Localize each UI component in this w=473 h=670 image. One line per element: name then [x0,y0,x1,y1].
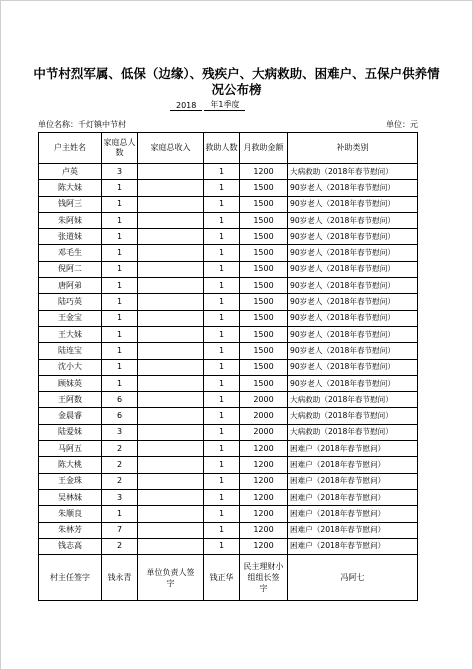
cell-aid: 1 [204,212,240,228]
cell-name: 吴林妹 [39,489,102,505]
cell-aid: 1 [204,196,240,212]
cell-count: 1 [102,375,138,391]
unit-head-label: 单位负责人签 字 [138,555,204,601]
cell-name: 马阿五 [39,441,102,457]
cell-income [138,473,204,489]
cell-aid: 1 [204,375,240,391]
cell-income [138,278,204,294]
table-row [39,489,418,505]
table-row [39,212,418,228]
header-aid-count: 救助人数 [204,133,240,164]
period-quarter: 年1季度 [204,99,245,111]
cell-amount: 1500 [240,245,288,261]
cell-type: 困难户（2018年春节慰问） [288,506,418,522]
cell-income [138,506,204,522]
cell-name: 王阿数 [39,392,102,408]
cell-income [138,457,204,473]
header-income: 家庭总收入 [138,133,204,164]
cell-name: 陆连宝 [39,343,102,359]
table-row [39,441,418,457]
cell-aid: 1 [204,180,240,196]
cell-amount: 1200 [240,457,288,473]
cell-type: 困难户（2018年春节慰问） [288,473,418,489]
cell-type: 困难户（2018年春节慰问） [288,538,418,554]
cell-amount: 1500 [240,375,288,391]
table-row [39,538,418,554]
table-row [39,294,418,310]
table-row [39,278,418,294]
cell-income [138,294,204,310]
cell-aid: 1 [204,326,240,342]
director-label: 村主任签字 [39,555,102,601]
table-row [39,473,418,489]
cell-name: 陈大妹 [39,180,102,196]
cell-income [138,489,204,505]
cell-count: 1 [102,212,138,228]
cell-count: 1 [102,506,138,522]
table-row [39,343,418,359]
cell-name: 陈大桃 [39,457,102,473]
table-row [39,506,418,522]
cell-income [138,212,204,228]
cell-count: 1 [102,359,138,375]
cell-type: 90岁老人（2018年春节慰问） [288,343,418,359]
cell-aid: 1 [204,245,240,261]
cell-aid: 1 [204,506,240,522]
cell-type: 大病救助（2018年春节慰问） [288,392,418,408]
table-row [39,326,418,342]
header-type: 补助类别 [288,133,418,164]
cell-type: 大病救助（2018年春节慰问） [288,424,418,440]
table-row [39,229,418,245]
cell-count: 2 [102,473,138,489]
table-row [39,408,418,424]
table-row [39,310,418,326]
cell-type: 90岁老人（2018年春节慰问） [288,261,418,277]
cell-name: 邓毛生 [39,245,102,261]
cell-income [138,326,204,342]
cell-count: 2 [102,441,138,457]
cell-amount: 1500 [240,212,288,228]
cell-name: 朱林芳 [39,522,102,538]
cell-name: 陆巧英 [39,294,102,310]
cell-type: 困难户（2018年春节慰问） [288,489,418,505]
table-row [39,261,418,277]
cell-name: 倪阿二 [39,261,102,277]
cell-count: 1 [102,310,138,326]
cell-type: 90岁老人（2018年春节慰问） [288,212,418,228]
cell-name: 卢英 [39,164,102,180]
cell-aid: 1 [204,164,240,180]
cell-count: 6 [102,408,138,424]
cell-type: 90岁老人（2018年春节慰问） [288,294,418,310]
cell-income [138,522,204,538]
cell-count: 1 [102,196,138,212]
cell-count: 1 [102,261,138,277]
cell-type: 90岁老人（2018年春节慰问） [288,245,418,261]
table-row [39,392,418,408]
period-year: 2018 [170,101,202,111]
cell-income [138,424,204,440]
cell-amount: 1200 [240,538,288,554]
cell-count: 2 [102,538,138,554]
page-title: 中节村烈军属、低保（边缘）、残疾户、大病救助、困难户、五保户供养情况公布榜 [33,66,440,97]
cell-amount: 1500 [240,196,288,212]
cell-type: 90岁老人（2018年春节慰问） [288,229,418,245]
table-row [39,164,418,180]
table-header-row [39,133,418,164]
table-row [39,375,418,391]
cell-amount: 2000 [240,424,288,440]
cell-income [138,359,204,375]
aid-table [38,132,418,601]
cell-income [138,375,204,391]
cell-aid: 1 [204,441,240,457]
cell-aid: 1 [204,310,240,326]
cell-type: 90岁老人（2018年春节慰问） [288,196,418,212]
cell-aid: 1 [204,538,240,554]
unit-name: 单位名称：千灯镇中节村 [38,120,126,129]
header-name: 户主姓名 [39,133,102,164]
cell-count: 2 [102,457,138,473]
cell-amount: 1500 [240,294,288,310]
cell-amount: 1500 [240,278,288,294]
cell-type: 困难户（2018年春节慰问） [288,522,418,538]
cell-count: 1 [102,278,138,294]
unit-line [38,119,418,130]
cell-count: 1 [102,180,138,196]
cell-type: 大病救助（2018年春节慰问） [288,164,418,180]
cell-income [138,229,204,245]
header-monthly: 月救助金额 [240,133,288,164]
cell-type: 90岁老人（2018年春节慰问） [288,180,418,196]
cell-aid: 1 [204,489,240,505]
cell-income [138,245,204,261]
cell-amount: 1500 [240,229,288,245]
cell-income [138,538,204,554]
finance-label: 民主理财小组组长签 字 [240,555,288,601]
cell-type: 困难户（2018年春节慰问） [288,441,418,457]
cell-count: 7 [102,522,138,538]
cell-income [138,392,204,408]
cell-name: 张道妹 [39,229,102,245]
cell-type: 大病救助（2018年春节慰问） [288,408,418,424]
cell-aid: 1 [204,522,240,538]
cell-aid: 1 [204,278,240,294]
cell-type: 困难户（2018年春节慰问） [288,457,418,473]
cell-name: 唐阿弟 [39,278,102,294]
unit-head-name: 钱正华 [204,555,240,601]
header-count: 家庭总人数 [102,133,138,164]
cell-name: 金晨睿 [39,408,102,424]
cell-name: 钱志高 [39,538,102,554]
cell-income [138,343,204,359]
cell-name: 朱顺良 [39,506,102,522]
cell-income [138,261,204,277]
cell-aid: 1 [204,473,240,489]
cell-count: 1 [102,245,138,261]
table-row [39,424,418,440]
cell-name: 顾妹英 [39,375,102,391]
cell-amount: 2000 [240,408,288,424]
cell-aid: 1 [204,424,240,440]
table-row [39,196,418,212]
table-row [39,359,418,375]
table-row [39,245,418,261]
cell-amount: 1200 [240,522,288,538]
cell-count: 1 [102,326,138,342]
cell-type: 90岁老人（2018年春节慰问） [288,359,418,375]
cell-count: 3 [102,489,138,505]
signature-row [39,555,418,601]
cell-name: 钱阿三 [39,196,102,212]
cell-type: 90岁老人（2018年春节慰问） [288,375,418,391]
cell-aid: 1 [204,359,240,375]
cell-amount: 1500 [240,343,288,359]
cell-amount: 1500 [240,261,288,277]
cell-aid: 1 [204,294,240,310]
cell-count: 1 [102,343,138,359]
cell-name: 沈小大 [39,359,102,375]
cell-income [138,196,204,212]
cell-income [138,441,204,457]
cell-amount: 1200 [240,506,288,522]
currency-unit: 单位：元 [386,120,418,129]
table-row [39,180,418,196]
cell-aid: 1 [204,392,240,408]
cell-aid: 1 [204,229,240,245]
cell-name: 王大妹 [39,326,102,342]
cell-aid: 1 [204,261,240,277]
cell-amount: 1200 [240,473,288,489]
cell-count: 6 [102,392,138,408]
table-row [39,522,418,538]
cell-income [138,310,204,326]
director-name: 钱永青 [102,555,138,601]
cell-name: 朱阿妹 [39,212,102,228]
cell-amount: 1500 [240,310,288,326]
cell-aid: 1 [204,457,240,473]
cell-name: 王金珠 [39,473,102,489]
cell-name: 王金宝 [39,310,102,326]
cell-income [138,408,204,424]
cell-type: 90岁老人（2018年春节慰问） [288,326,418,342]
cell-aid: 1 [204,408,240,424]
cell-name: 陆爱妹 [39,424,102,440]
cell-aid: 1 [204,343,240,359]
cell-count: 3 [102,424,138,440]
cell-income [138,164,204,180]
cell-count: 1 [102,229,138,245]
cell-amount: 2000 [240,392,288,408]
cell-amount: 1500 [240,180,288,196]
period-line [170,99,245,111]
cell-amount: 1500 [240,359,288,375]
cell-type: 90岁老人（2018年春节慰问） [288,278,418,294]
cell-type: 90岁老人（2018年春节慰问） [288,310,418,326]
cell-income [138,180,204,196]
cell-amount: 1200 [240,441,288,457]
cell-count: 3 [102,164,138,180]
finance-name: 冯阿七 [288,555,418,601]
cell-count: 1 [102,294,138,310]
cell-amount: 1200 [240,164,288,180]
table-row [39,457,418,473]
cell-amount: 1200 [240,489,288,505]
cell-amount: 1500 [240,326,288,342]
